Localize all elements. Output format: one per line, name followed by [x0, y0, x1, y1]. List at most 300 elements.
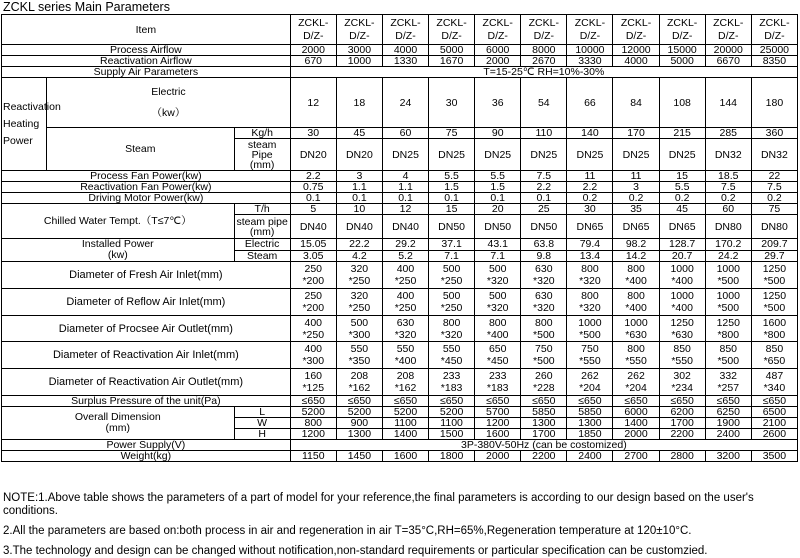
value-cell: 84: [613, 78, 659, 128]
value-cell: 1300: [521, 418, 567, 429]
value-cell: 1250 *800: [705, 316, 751, 342]
value-cell: 5200: [290, 407, 336, 418]
value-cell: 20.7: [659, 250, 705, 262]
value-cell: 1200: [290, 429, 336, 440]
power-supply-value: 3P-380V-50Hz (can be costomized): [290, 440, 797, 451]
value-cell: 1450: [336, 451, 382, 462]
value-cell: 24.2: [705, 250, 751, 262]
row-label: Reactivation Airflow: [2, 56, 291, 67]
value-cell: 66: [567, 78, 613, 128]
note-2: 2.All the parameters are based on:both process in air and regeneration in air T=35°C,RH=65%,Regeneration temperature at 120±10°C.: [3, 525, 692, 537]
value-cell: 9.8: [521, 250, 567, 262]
value-cell: 180: [751, 78, 797, 128]
value-cell: 215: [659, 128, 705, 139]
value-cell: 0.1: [336, 193, 382, 204]
row-chilled-th: [2, 204, 798, 215]
row-supply-air: [2, 67, 798, 78]
row-driving-motor: [2, 193, 798, 204]
value-cell: 3.05: [290, 250, 336, 262]
value-cell: 36: [475, 78, 521, 128]
value-cell: 1000 *500: [705, 289, 751, 316]
electric-unit: （kw）: [151, 106, 186, 119]
value-cell: DN40: [336, 215, 382, 239]
row-reactivation-fan: [2, 182, 798, 193]
value-cell: 75: [429, 128, 475, 139]
row-label: Process Fan Power(kw): [2, 171, 291, 182]
value-cell: 140: [567, 128, 613, 139]
row-label: Process Airflow: [2, 45, 291, 56]
row-label: Weight(kg): [2, 451, 291, 462]
row-fresh-air-inlet: [2, 262, 798, 289]
value-cell: 1000: [336, 56, 382, 67]
value-cell: 0.2: [613, 193, 659, 204]
value-cell: DN20: [290, 139, 336, 171]
value-cell: DN65: [567, 215, 613, 239]
value-cell: 5200: [336, 407, 382, 418]
model-header: ZCKL- D/Z-: [475, 15, 521, 45]
value-cell: 630 *320: [382, 316, 428, 342]
installed-label: Installed Power (kw): [2, 239, 235, 262]
row-dimension-l: [2, 407, 798, 418]
value-cell: DN50: [429, 215, 475, 239]
value-cell: 2.2: [521, 182, 567, 193]
value-cell: 1.5: [429, 182, 475, 193]
value-cell: 25: [521, 204, 567, 215]
value-cell: 2670: [521, 56, 567, 67]
value-cell: 800 *400: [613, 289, 659, 316]
model-header: ZCKL- D/Z-: [290, 15, 336, 45]
value-cell: 2000: [290, 45, 336, 56]
value-cell: DN80: [705, 215, 751, 239]
value-cell: 332 *257: [705, 369, 751, 396]
value-cell: 25000: [751, 45, 797, 56]
value-cell: ≤650: [382, 396, 428, 407]
value-cell: 1600: [475, 429, 521, 440]
row-label: Diameter of Fresh Air Inlet(mm): [2, 262, 291, 289]
steam-sub-label: Steam: [234, 250, 290, 262]
value-cell: 35: [613, 204, 659, 215]
value-cell: 5: [290, 204, 336, 215]
value-cell: 500 *250: [429, 262, 475, 289]
value-cell: 487 *340: [751, 369, 797, 396]
value-cell: 1500: [429, 429, 475, 440]
value-cell: ≤650: [290, 396, 336, 407]
row-label: Supply Air Parameters: [2, 67, 291, 78]
dim-l-label: L: [234, 407, 290, 418]
value-cell: 5850: [567, 407, 613, 418]
value-cell: 0.2: [705, 193, 751, 204]
value-cell: 2400: [567, 451, 613, 462]
value-cell: ≤650: [429, 396, 475, 407]
value-cell: 1100: [429, 418, 475, 429]
value-cell: 850 *500: [705, 342, 751, 369]
value-cell: 1300: [567, 418, 613, 429]
row-label: Driving Motor Power(kw): [2, 193, 291, 204]
value-cell: 90: [475, 128, 521, 139]
value-cell: 800 *400: [613, 262, 659, 289]
value-cell: 10: [336, 204, 382, 215]
value-cell: 7.5: [751, 182, 797, 193]
value-cell: 320 *250: [336, 289, 382, 316]
value-cell: 850 *550: [659, 342, 705, 369]
value-cell: DN65: [613, 215, 659, 239]
value-cell: 400 *250: [382, 262, 428, 289]
chilled-label: Chilled Water Tempt.（T≤7℃）: [2, 204, 235, 239]
value-cell: 1850: [567, 429, 613, 440]
row-label: Diameter of Reactivation Air Outlet(mm): [2, 369, 291, 396]
value-cell: 6500: [751, 407, 797, 418]
electric-label: [47, 78, 291, 128]
value-cell: 630 *320: [521, 289, 567, 316]
value-cell: 3330: [567, 56, 613, 67]
value-cell: 170.2: [705, 239, 751, 251]
row-installed-electric: [2, 239, 798, 251]
value-cell: 6000: [613, 407, 659, 418]
value-cell: 0.2: [751, 193, 797, 204]
value-cell: 285: [705, 128, 751, 139]
value-cell: 400 *250: [290, 316, 336, 342]
value-cell: 260 *228: [521, 369, 567, 396]
steam-label: Steam: [47, 128, 234, 171]
value-cell: 650 *450: [475, 342, 521, 369]
th-label: T/h: [234, 204, 290, 215]
model-header: ZCKL- D/Z-: [751, 15, 797, 45]
table-body: [2, 15, 798, 462]
value-cell: ≤650: [659, 396, 705, 407]
value-cell: DN25: [613, 139, 659, 171]
value-cell: 2.2: [290, 171, 336, 182]
value-cell: 20: [475, 204, 521, 215]
value-cell: 79.4: [567, 239, 613, 251]
electric-sub-label: Electric: [234, 239, 290, 251]
header-row: [2, 15, 798, 45]
value-cell: 550 *350: [336, 342, 382, 369]
value-cell: DN40: [382, 215, 428, 239]
value-cell: 12: [382, 204, 428, 215]
value-cell: 1150: [290, 451, 336, 462]
value-cell: 5850: [521, 407, 567, 418]
value-cell: 144: [705, 78, 751, 128]
value-cell: 128.7: [659, 239, 705, 251]
value-cell: 18.5: [705, 171, 751, 182]
value-cell: 5700: [475, 407, 521, 418]
value-cell: 60: [382, 128, 428, 139]
value-cell: 2400: [705, 429, 751, 440]
value-cell: 30: [567, 204, 613, 215]
dim-h-label: H: [234, 429, 290, 440]
value-cell: 550 *450: [429, 342, 475, 369]
value-cell: 8350: [751, 56, 797, 67]
value-cell: 7.5: [521, 171, 567, 182]
value-cell: 29.2: [382, 239, 428, 251]
value-cell: 6670: [705, 56, 751, 67]
electric-text: Electric: [151, 85, 186, 98]
value-cell: 110: [521, 128, 567, 139]
model-header: ZCKL- D/Z-: [705, 15, 751, 45]
model-header: ZCKL- D/Z-: [521, 15, 567, 45]
value-cell: 3500: [751, 451, 797, 462]
value-cell: 3: [613, 182, 659, 193]
value-cell: ≤650: [613, 396, 659, 407]
value-cell: 750 *550: [567, 342, 613, 369]
value-cell: 30: [290, 128, 336, 139]
row-reflow-air-inlet: [2, 289, 798, 316]
value-cell: 400 *300: [290, 342, 336, 369]
value-cell: 800 *400: [475, 316, 521, 342]
value-cell: ≤650: [567, 396, 613, 407]
row-label: Diameter of Reflow Air Inlet(mm): [2, 289, 291, 316]
value-cell: DN20: [336, 139, 382, 171]
row-surplus-pressure: [2, 396, 798, 407]
value-cell: 160 *125: [290, 369, 336, 396]
value-cell: ≤650: [705, 396, 751, 407]
row-label: Reactivation Fan Power(kw): [2, 182, 291, 193]
value-cell: 29.7: [751, 250, 797, 262]
notes: [3, 492, 798, 558]
value-cell: 1000 *500: [705, 262, 751, 289]
value-cell: 320 *250: [336, 262, 382, 289]
value-cell: 75: [751, 204, 797, 215]
value-cell: 5200: [429, 407, 475, 418]
row-reactivation-airflow: [2, 56, 798, 67]
row-reactivation-air-outlet: [2, 369, 798, 396]
value-cell: 0.2: [659, 193, 705, 204]
value-cell: 0.1: [475, 193, 521, 204]
value-cell: 6250: [705, 407, 751, 418]
value-cell: 360: [751, 128, 797, 139]
note-3: 3.The technology and design can be changed without notification,non-standard requirements or particular specification can be customzied.: [3, 545, 708, 557]
value-cell: 1900: [705, 418, 751, 429]
value-cell: 3200: [705, 451, 751, 462]
value-cell: 1000 *630: [613, 316, 659, 342]
row-label: Surplus Pressure of the unit(Pa): [2, 396, 291, 407]
value-cell: DN25: [429, 139, 475, 171]
row-power-supply: [2, 440, 798, 451]
value-cell: DN80: [751, 215, 797, 239]
value-cell: 15: [659, 171, 705, 182]
value-cell: DN25: [659, 139, 705, 171]
value-cell: 800 *320: [567, 262, 613, 289]
value-cell: 43.1: [475, 239, 521, 251]
dimension-label: Overall Dimension (mm): [2, 407, 235, 440]
supply-air-value: T=15-25℃ RH=10%-30%: [290, 67, 797, 78]
value-cell: 63.8: [521, 239, 567, 251]
value-cell: 12000: [613, 45, 659, 56]
row-steam-kgh: [2, 128, 798, 139]
value-cell: DN32: [751, 139, 797, 171]
value-cell: 5000: [429, 45, 475, 56]
value-cell: 1.1: [382, 182, 428, 193]
value-cell: 1400: [382, 429, 428, 440]
value-cell: 900: [336, 418, 382, 429]
value-cell: 800 *550: [613, 342, 659, 369]
value-cell: 12: [290, 78, 336, 128]
model-header: ZCKL- D/Z-: [336, 15, 382, 45]
row-process-fan: [2, 171, 798, 182]
value-cell: 5000: [659, 56, 705, 67]
value-cell: 1600 *800: [751, 316, 797, 342]
value-cell: 1000 *500: [567, 316, 613, 342]
value-cell: 500 *320: [475, 262, 521, 289]
value-cell: 2000: [613, 429, 659, 440]
row-electric-heating: [2, 78, 798, 128]
value-cell: 5.2: [382, 250, 428, 262]
value-cell: 4000: [613, 56, 659, 67]
value-cell: 13.4: [567, 250, 613, 262]
value-cell: 24: [382, 78, 428, 128]
value-cell: 11: [613, 171, 659, 182]
value-cell: 630 *320: [521, 262, 567, 289]
value-cell: 37.1: [429, 239, 475, 251]
value-cell: 98.2: [613, 239, 659, 251]
value-cell: 5200: [382, 407, 428, 418]
value-cell: 233 *183: [475, 369, 521, 396]
value-cell: 850 *650: [751, 342, 797, 369]
value-cell: 8000: [521, 45, 567, 56]
value-cell: 1670: [429, 56, 475, 67]
value-cell: 7.1: [475, 250, 521, 262]
value-cell: DN25: [475, 139, 521, 171]
value-cell: 209.7: [751, 239, 797, 251]
value-cell: 800 *320: [567, 289, 613, 316]
value-cell: 262 *204: [567, 369, 613, 396]
parameters-table: [1, 14, 798, 462]
value-cell: 30: [429, 78, 475, 128]
value-cell: 1250 *630: [659, 316, 705, 342]
row-weight: [2, 451, 798, 462]
value-cell: 400 *250: [382, 289, 428, 316]
value-cell: 1250 *500: [751, 289, 797, 316]
value-cell: 4.2: [336, 250, 382, 262]
value-cell: 250 *200: [290, 262, 336, 289]
value-cell: DN25: [567, 139, 613, 171]
value-cell: 2.2: [567, 182, 613, 193]
value-cell: 11: [567, 171, 613, 182]
note-1: NOTE:1.Above table shows the parameters of a part of model for your reference,the final parameters is according to our design based on the user's conditions.: [3, 492, 754, 517]
model-header: ZCKL- D/Z-: [382, 15, 428, 45]
value-cell: ≤650: [475, 396, 521, 407]
value-cell: 1400: [613, 418, 659, 429]
value-cell: DN50: [475, 215, 521, 239]
value-cell: 60: [705, 204, 751, 215]
value-cell: DN40: [290, 215, 336, 239]
value-cell: DN25: [521, 139, 567, 171]
value-cell: 1300: [336, 429, 382, 440]
value-cell: 7.5: [705, 182, 751, 193]
value-cell: 2700: [613, 451, 659, 462]
value-cell: 800 *320: [429, 316, 475, 342]
value-cell: 15.05: [290, 239, 336, 251]
value-cell: 1800: [429, 451, 475, 462]
value-cell: 208 *162: [336, 369, 382, 396]
value-cell: 0.1: [382, 193, 428, 204]
value-cell: 170: [613, 128, 659, 139]
value-cell: 4000: [382, 45, 428, 56]
item-header: Item: [2, 15, 291, 45]
value-cell: 1000 *400: [659, 289, 705, 316]
value-cell: 10000: [567, 45, 613, 56]
value-cell: ≤650: [521, 396, 567, 407]
value-cell: 14.2: [613, 250, 659, 262]
model-header: ZCKL- D/Z-: [613, 15, 659, 45]
value-cell: 1330: [382, 56, 428, 67]
value-cell: 22: [751, 171, 797, 182]
page-title: ZCKL series Main Parameters: [3, 0, 170, 14]
pipe-label: steam pipe (mm): [234, 215, 290, 239]
value-cell: 0.2: [567, 193, 613, 204]
row-process-airflow: [2, 45, 798, 56]
value-cell: 1600: [382, 451, 428, 462]
value-cell: 0.75: [290, 182, 336, 193]
model-header: ZCKL- D/Z-: [429, 15, 475, 45]
value-cell: DN25: [382, 139, 428, 171]
value-cell: 2200: [659, 429, 705, 440]
value-cell: 45: [336, 128, 382, 139]
value-cell: 2200: [521, 451, 567, 462]
value-cell: 302 *234: [659, 369, 705, 396]
value-cell: 262 *204: [613, 369, 659, 396]
value-cell: 1700: [521, 429, 567, 440]
value-cell: 0.1: [429, 193, 475, 204]
value-cell: 233 *183: [429, 369, 475, 396]
value-cell: DN50: [521, 215, 567, 239]
value-cell: 18: [336, 78, 382, 128]
value-cell: 54: [521, 78, 567, 128]
model-header: ZCKL- D/Z-: [659, 15, 705, 45]
dim-w-label: W: [234, 418, 290, 429]
value-cell: 800 *500: [521, 316, 567, 342]
value-cell: 5.5: [659, 182, 705, 193]
value-cell: 45: [659, 204, 705, 215]
value-cell: 1100: [382, 418, 428, 429]
value-cell: 1200: [475, 418, 521, 429]
value-cell: 550 *400: [382, 342, 428, 369]
value-cell: 1250 *500: [751, 262, 797, 289]
value-cell: 5.5: [429, 171, 475, 182]
value-cell: DN65: [659, 215, 705, 239]
value-cell: 2000: [475, 56, 521, 67]
kgh-label: Kg/h: [234, 128, 290, 139]
row-process-air-outlet: [2, 316, 798, 342]
value-cell: DN32: [705, 139, 751, 171]
value-cell: 500 *300: [336, 316, 382, 342]
value-cell: 250 *200: [290, 289, 336, 316]
value-cell: 750 *500: [521, 342, 567, 369]
value-cell: 1000 *400: [659, 262, 705, 289]
row-label: Diameter of Reactivation Air Inlet(mm): [2, 342, 291, 369]
value-cell: 15: [429, 204, 475, 215]
value-cell: 670: [290, 56, 336, 67]
value-cell: 1.1: [336, 182, 382, 193]
value-cell: 2000: [475, 451, 521, 462]
value-cell: 2100: [751, 418, 797, 429]
value-cell: 4: [382, 171, 428, 182]
row-label: Diameter of Procsee Air Outlet(mm): [2, 316, 291, 342]
value-cell: 500 *320: [475, 289, 521, 316]
value-cell: ≤650: [336, 396, 382, 407]
row-reactivation-air-inlet: [2, 342, 798, 369]
value-cell: 5.5: [475, 171, 521, 182]
pipe-label: steam Pipe (mm): [234, 139, 290, 171]
value-cell: 0.1: [290, 193, 336, 204]
model-header: ZCKL- D/Z-: [567, 15, 613, 45]
value-cell: 22.2: [336, 239, 382, 251]
row-label: Power Supply(V): [2, 440, 291, 451]
value-cell: 208 *162: [382, 369, 428, 396]
value-cell: 800: [290, 418, 336, 429]
value-cell: ≤650: [751, 396, 797, 407]
value-cell: 6000: [475, 45, 521, 56]
